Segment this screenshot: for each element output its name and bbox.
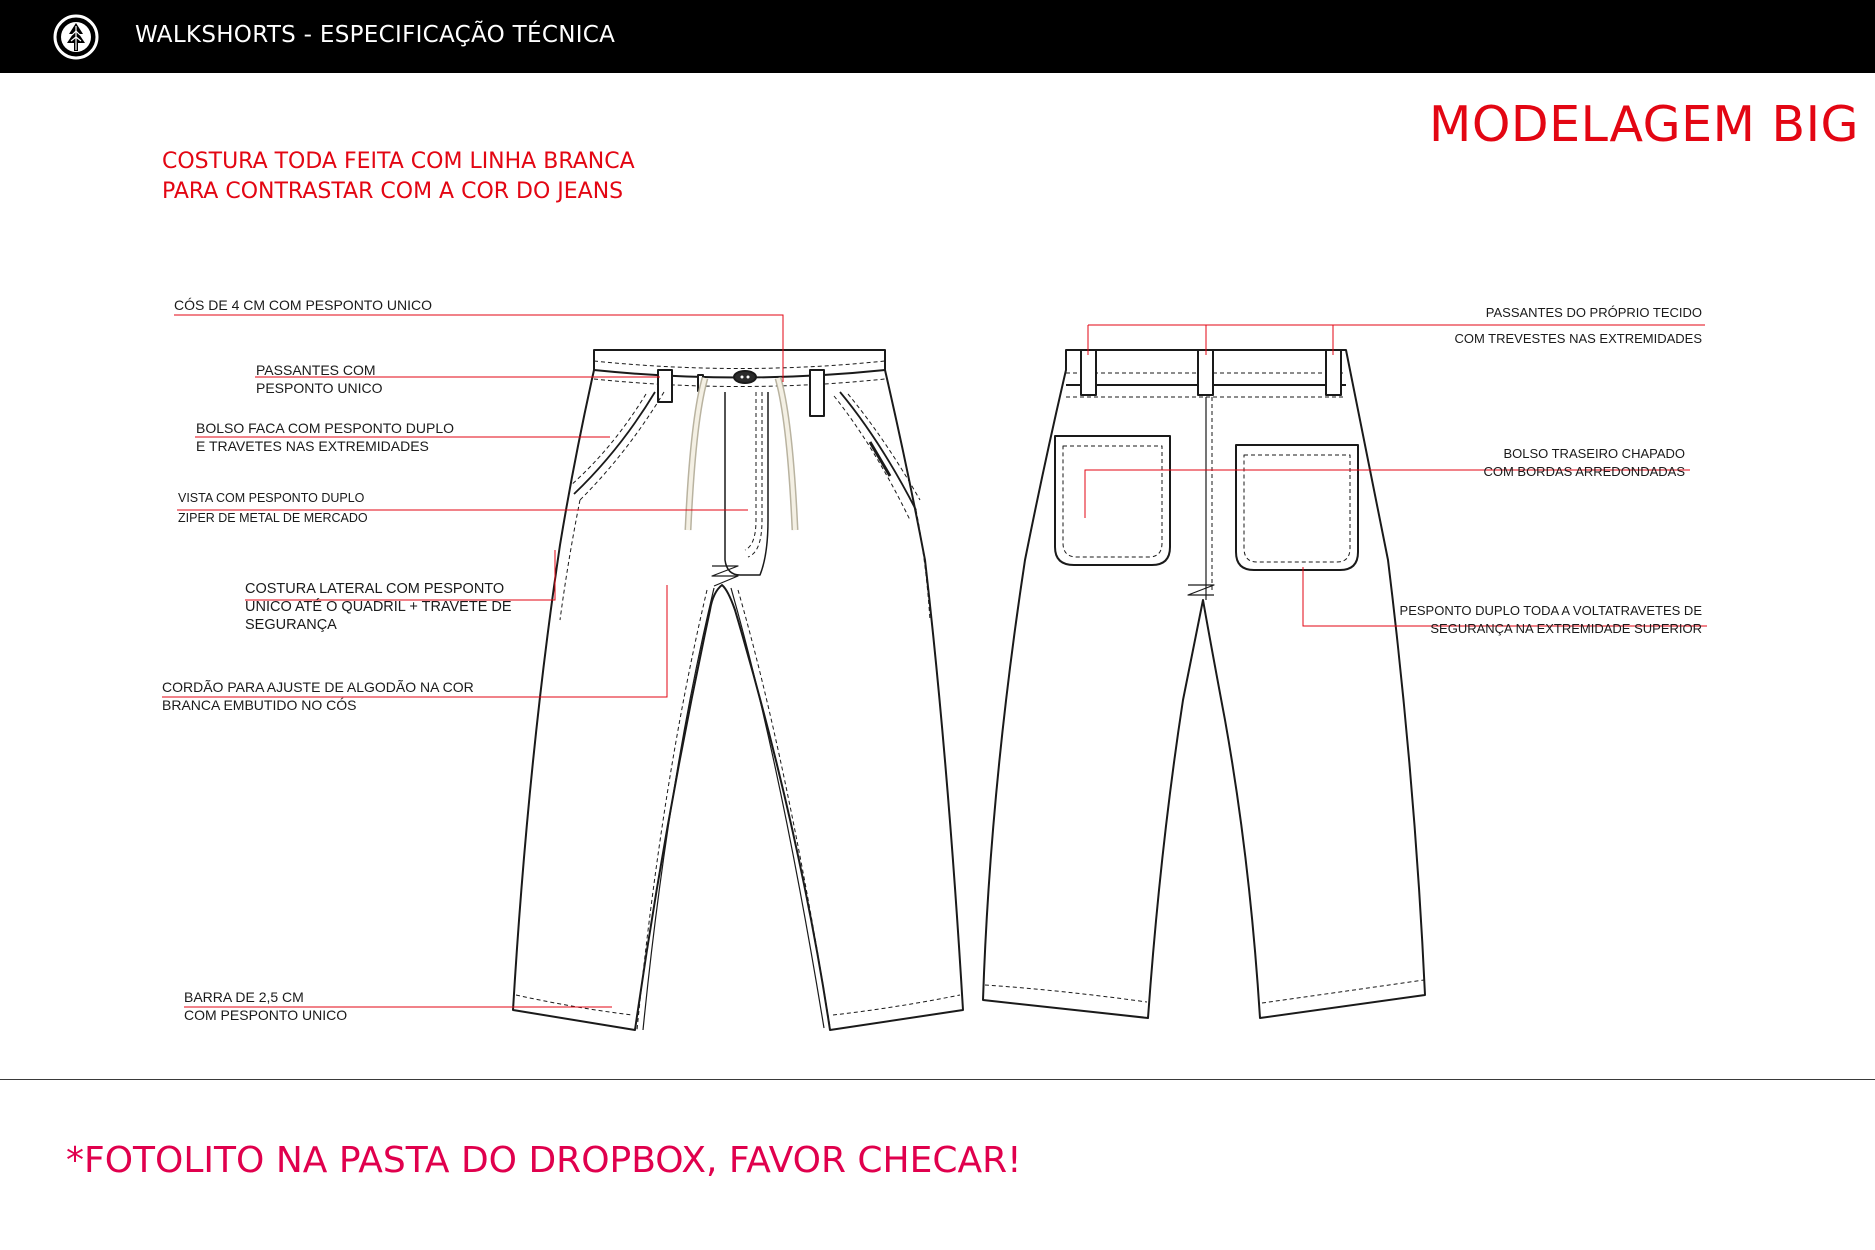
callout-back-loops [1454,300,1702,352]
front-button [734,371,756,383]
callout-waistband [174,296,432,314]
callout-hem [184,988,347,1024]
back-belt-loop [1326,350,1341,395]
callout-line-text: SEGURANÇA NA EXTREMIDADE SUPERIOR [1430,621,1702,636]
callout-fly [178,488,368,528]
callout-line-text: SEGURANÇA [245,617,337,633]
callout-line-text: PASSANTES COM [256,362,376,378]
callout-line-text: VISTA COM PESPONTO DUPLO [178,491,365,505]
callout-line-text: COM PESPONTO UNICO [184,1007,348,1023]
stitching-note-line: PARA CONTRASTAR COM A COR DO JEANS [162,179,624,204]
callout-line-text: PASSANTES DO PRÓPRIO TECIDO [1485,305,1702,320]
back-belt-loop [1198,350,1213,395]
callout-line-text: CÓS DE 4 CM COM PESPONTO UNICO [174,297,432,313]
callout-line-text: ZIPER DE METAL DE MERCADO [178,511,368,525]
callout-line-text: COM BORDAS ARREDONDADAS [1483,464,1685,479]
front-outline [513,350,963,1030]
callout-line-text: BRANCA EMBUTIDO NO CÓS [162,697,357,713]
callout-line-text: UNICO ATÉ O QUADRIL + TRAVETE DE [245,599,512,615]
callout-side-seam [245,580,512,634]
callout-line-text: PESPONTO DUPLO TODA A VOLTATRAVETES DE [1399,603,1702,618]
callout-line-text: PESPONTO UNICO [256,380,383,396]
callout-front-pocket [196,419,454,455]
back-pocket-right [1236,445,1358,570]
callout-back-pocket [1483,445,1685,481]
back-belt-loop [1081,350,1096,395]
front-belt-loop [810,370,824,416]
front-view-sketch [513,350,963,1030]
callout-line-text: E TRAVETES NAS EXTREMIDADES [196,438,429,454]
document-title: WALKSHORTS - ESPECIFICAÇÃO TÉCNICA [135,22,616,48]
model-title: MODELAGEM BIG [1429,96,1859,153]
footer-divider [0,1079,1875,1080]
callout-line-text: CORDÃO PARA AJUSTE DE ALGODÃO NA COR [162,679,474,695]
footer-note: *FOTOLITO NA PASTA DO DROPBOX, FAVOR CHECAR! [66,1140,1022,1181]
callout-line-text: BOLSO FACA COM PESPONTO DUPLO [196,420,455,436]
callout-line-text: COSTURA LATERAL COM PESPONTO [245,581,505,597]
back-view-sketch [983,350,1425,1018]
callout-belt-loops [256,361,383,397]
callout-back-stitching [1400,602,1702,638]
front-belt-loop [658,370,672,402]
callout-drawcord [162,678,474,714]
callout-line-text: BARRA DE 2,5 CM [184,989,304,1005]
stitching-note-line: COSTURA TODA FEITA COM LINHA BRANCA [162,149,635,174]
back-pocket-left [1055,436,1170,565]
callout-line-text: COM TREVESTES NAS EXTREMIDADES [1454,331,1702,346]
callout-line-text: BOLSO TRASEIRO CHAPADO [1503,446,1685,461]
